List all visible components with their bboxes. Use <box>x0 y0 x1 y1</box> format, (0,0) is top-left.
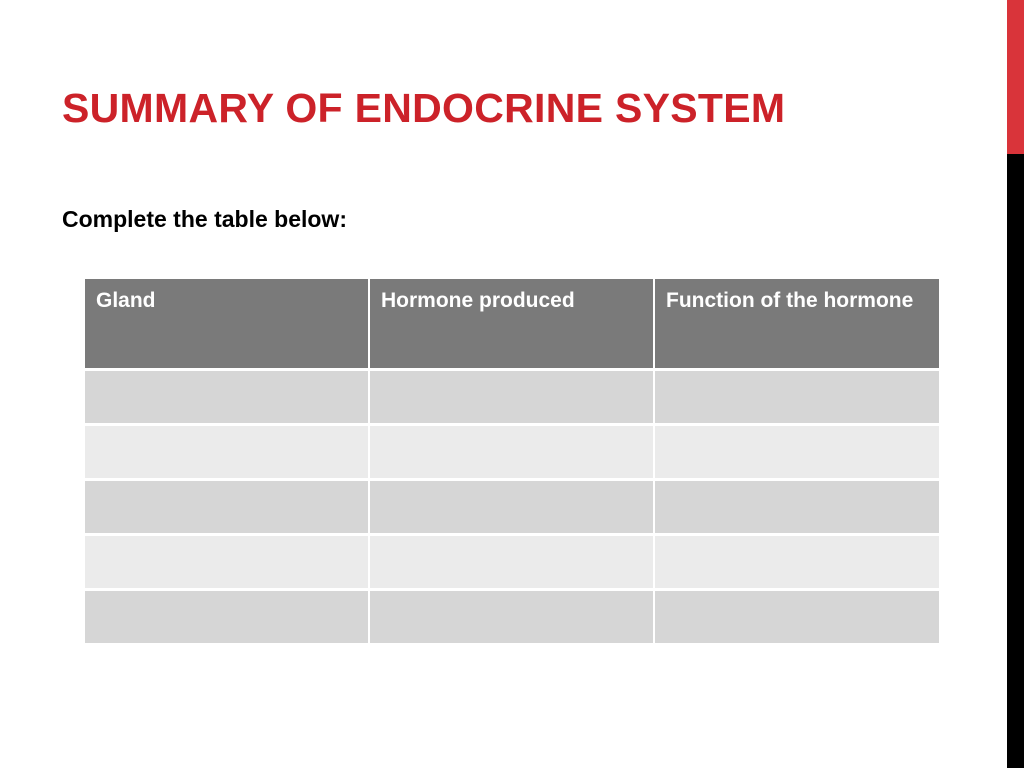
table-row <box>85 591 939 646</box>
table-cell-function[interactable] <box>655 481 939 536</box>
slide-title: SUMMARY OF ENDOCRINE SYSTEM <box>62 85 786 131</box>
table-row <box>85 426 939 481</box>
slide-side-bar <box>1007 0 1024 768</box>
table-cell-function[interactable] <box>655 371 939 426</box>
instruction-text: Complete the table below: <box>62 206 347 232</box>
table-cell-function[interactable] <box>655 426 939 481</box>
table-row <box>85 481 939 536</box>
table-row <box>85 371 939 426</box>
header-hormone-produced: Hormone produced <box>370 279 655 371</box>
side-bar-dark <box>1007 154 1024 768</box>
header-gland: Gland <box>85 279 370 371</box>
side-bar-accent <box>1007 0 1024 154</box>
table-row <box>85 536 939 591</box>
table-cell-hormone[interactable] <box>370 371 655 426</box>
table-cell-function[interactable] <box>655 536 939 591</box>
table-cell-hormone[interactable] <box>370 536 655 591</box>
endocrine-summary-table <box>85 279 939 646</box>
table-cell-function[interactable] <box>655 591 939 646</box>
table-cell-gland[interactable] <box>85 536 370 591</box>
table-header-row <box>85 279 939 371</box>
table-cell-gland[interactable] <box>85 481 370 536</box>
table-cell-hormone[interactable] <box>370 481 655 536</box>
header-function-of-hormone: Function of the hormone <box>655 279 939 371</box>
table-cell-hormone[interactable] <box>370 426 655 481</box>
table-cell-gland[interactable] <box>85 426 370 481</box>
table-cell-gland[interactable] <box>85 371 370 426</box>
table-cell-hormone[interactable] <box>370 591 655 646</box>
table-cell-gland[interactable] <box>85 591 370 646</box>
